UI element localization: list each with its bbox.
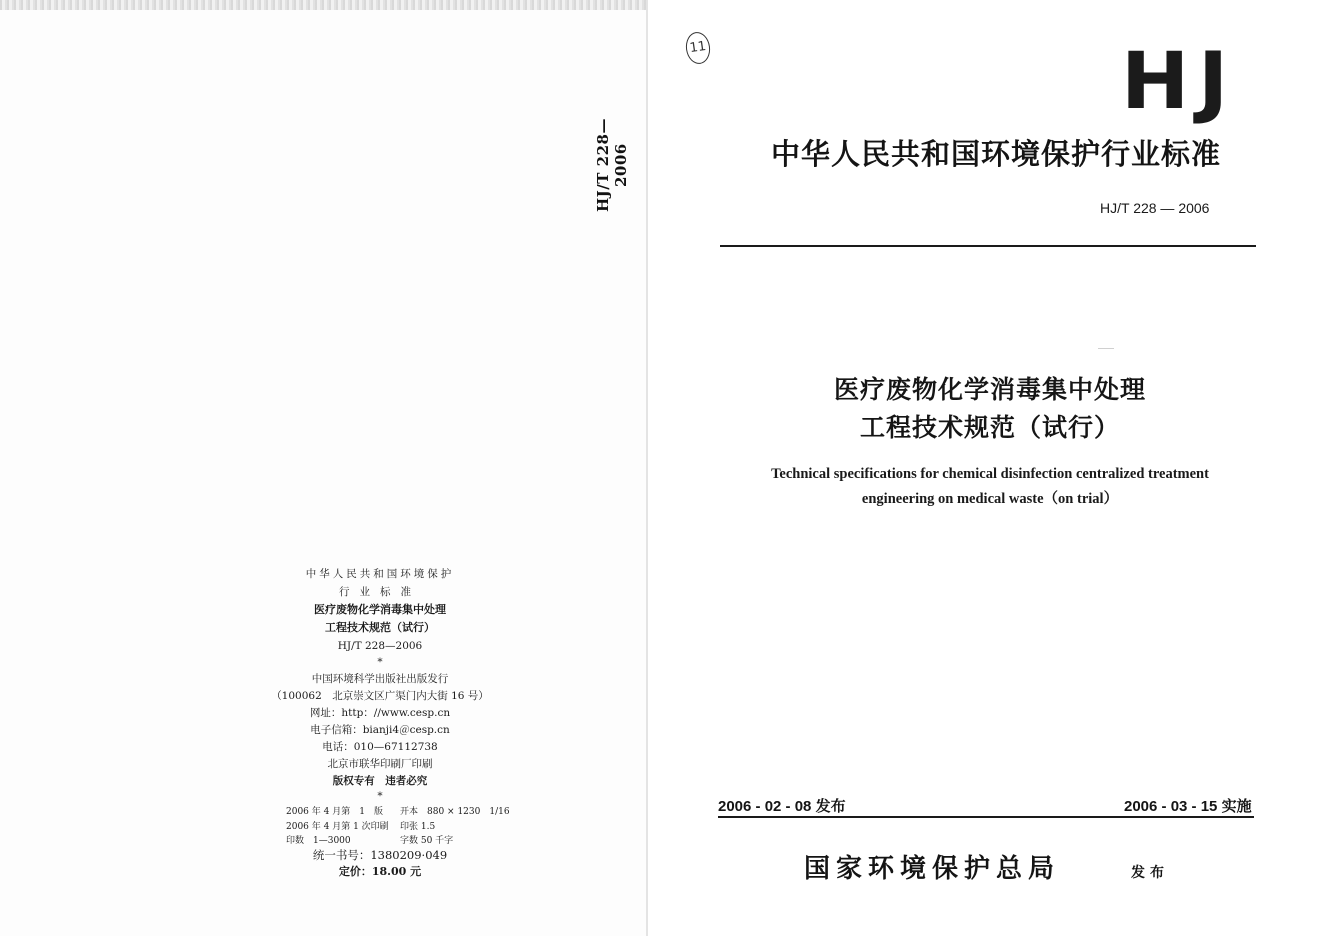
colophon-book-number: 统一书号：1380209·049 <box>312 848 448 862</box>
colophon-code: HJ/T 228—2006 <box>337 640 423 652</box>
colophon-words: 字数 50 千字 <box>400 836 454 846</box>
colophon-standard-category: 中华人民共和国环境保护 <box>305 568 455 580</box>
colophon-edition: 2006 年 4 月第 1 版 <box>286 807 383 817</box>
colophon-website: 网址：http：//www.cesp.cn <box>309 707 451 719</box>
colophon-printing: 2006 年 4 月第 1 次印刷 <box>286 822 389 832</box>
scan-speck <box>1098 348 1114 349</box>
colophon-format: 开本 880 × 1230 1/16 <box>400 807 510 817</box>
colophon-email: 电子信箱：bianji4＠cesp.cn <box>310 724 450 736</box>
implementation-date: 2006 - 03 - 15 实施 <box>1124 798 1252 815</box>
header-divider <box>720 245 1256 247</box>
publish-label: 发布 <box>1131 865 1169 881</box>
colophon-rights: 版权专有 违者必究 <box>332 775 428 787</box>
publisher-name: 国家环境保护总局 <box>804 854 1061 884</box>
title-zh-line1: 医疗废物化学消毒集中处理 <box>833 375 1146 404</box>
footer-divider <box>718 816 1254 818</box>
colophon-price: 定价：18.00 元 <box>338 865 422 878</box>
colophon-copies: 印数 1—3000 <box>286 836 351 846</box>
standard-code: HJ/T 228 — 2006 <box>1100 200 1210 216</box>
title-zh-line2: 工程技术规范（试行） <box>859 413 1120 442</box>
colophon-title-line2: 工程技术规范（试行） <box>325 621 435 634</box>
colophon-separator: * <box>377 656 383 668</box>
title-en-line1: Technical specifications for chemical disinfection centralized treatment <box>771 466 1209 482</box>
back-page <box>0 0 648 936</box>
standard-category-title: 中华人民共和国环境保护行业标准 <box>770 137 1221 171</box>
colophon-press: 中国环境科学出版社出版发行 <box>311 673 449 685</box>
scan-edge-artifact <box>0 0 648 10</box>
spine-code: HJ/T 228—2006 <box>594 118 630 212</box>
title-en-line2: engineering on medical waste（on trial） <box>861 491 1119 507</box>
colophon-separator-2: * <box>377 790 383 802</box>
hj-logo: HJ <box>1120 37 1237 127</box>
colophon-title-line1: 医疗废物化学消毒集中处理 <box>314 603 446 616</box>
colophon-sheets: 印张 1.5 <box>400 822 436 832</box>
issue-date: 2006 - 02 - 08 发布 <box>718 798 846 815</box>
colophon-standard-type: 行业标准 <box>339 586 421 598</box>
colophon-printer: 北京市联华印刷厂印刷 <box>327 758 433 770</box>
colophon-address: （100062 北京崇文区广渠门内大街 16 号） <box>271 690 489 702</box>
colophon-phone: 电话：010—67112738 <box>322 741 438 753</box>
handwritten-page-mark: 11 <box>684 30 712 65</box>
